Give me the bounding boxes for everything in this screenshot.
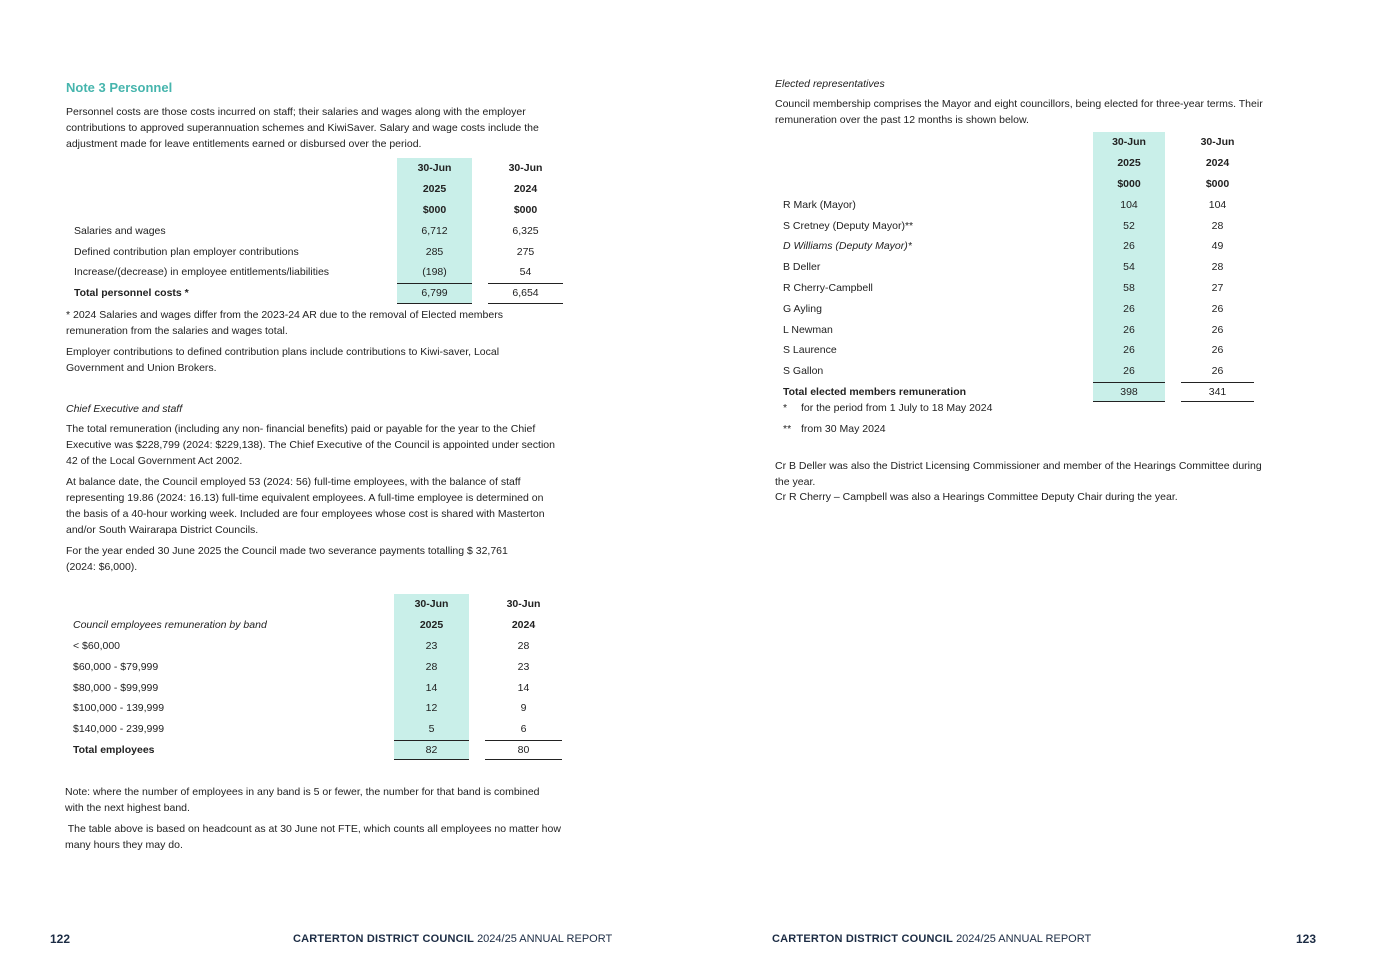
personnel-intro xyxy=(66,104,539,152)
value-2025: 52 xyxy=(1093,215,1165,236)
text-line: remuneration from the salaries and wages total. xyxy=(66,325,288,337)
text-line: and/or South Wairarapa District Councils. xyxy=(66,524,259,536)
text-line: Note: where the number of employees in any band is 5 or fewer, the number for that band is combined xyxy=(65,786,540,798)
value-2025: (198) xyxy=(397,262,472,283)
band-note xyxy=(65,784,540,816)
headcount-note xyxy=(65,821,561,853)
header-cell: 2025 xyxy=(397,179,472,200)
text-line xyxy=(783,400,992,416)
band-label: $60,000 - $79,999 xyxy=(73,660,159,673)
table-row xyxy=(65,636,562,657)
value-2025: 14 xyxy=(394,677,469,698)
table-row xyxy=(65,698,562,719)
member-name: S Cretney (Deputy Mayor)** xyxy=(783,219,914,232)
table-row xyxy=(66,262,563,283)
table-row xyxy=(775,340,1254,361)
footer-org: CARTERTON DISTRICT COUNCIL xyxy=(293,933,474,945)
table-total-row xyxy=(66,283,563,304)
value-2025: 12 xyxy=(394,698,469,719)
footer-report: 2024/25 ANNUAL REPORT xyxy=(956,933,1092,945)
text-line: adjustment made for leave entitlements earned or disbursed over the period. xyxy=(66,138,422,150)
row-label: Increase/(decrease) in employee entitlements/liabilities xyxy=(74,266,330,279)
member-name: L Newman xyxy=(783,323,833,336)
header-cell: 30-Jun xyxy=(1200,136,1235,149)
value-2024: 28 xyxy=(517,639,530,652)
text-line: the year. xyxy=(775,476,816,488)
table-row xyxy=(775,278,1254,299)
value-2024: 26 xyxy=(1211,344,1224,357)
total-label: Total elected members remuneration xyxy=(783,385,967,398)
table-row xyxy=(65,677,562,698)
header-cell: 30-Jun xyxy=(508,162,543,175)
severance-para xyxy=(66,543,508,575)
value-2024: 27 xyxy=(1211,281,1224,294)
header-cell: 2025 xyxy=(394,615,469,636)
ceo-remuneration-para xyxy=(66,421,555,469)
text-line: The table above is based on headcount as at 30 June not FTE, which counts all employees no matter how xyxy=(65,823,561,835)
text-line: the basis of a 40-hour working week. Included are four employees whose cost is shared with Masterton xyxy=(66,508,545,520)
header-cell: $000 xyxy=(513,203,538,216)
elected-members-table xyxy=(775,132,1254,402)
table-row xyxy=(775,257,1254,278)
table-header-row xyxy=(66,158,563,179)
row-label: Defined contribution plan employer contributions xyxy=(74,245,299,258)
table-header-row xyxy=(775,132,1254,153)
value-2024: 54 xyxy=(519,266,532,279)
footnote-deputy-williams xyxy=(783,400,992,416)
text-line: remuneration over the past 12 months is shown below. xyxy=(775,114,1029,126)
band-table-title: Council employees remuneration by band xyxy=(73,619,267,632)
total-2025: 6,799 xyxy=(397,283,472,304)
value-2025: 58 xyxy=(1093,278,1165,299)
table-row xyxy=(775,215,1254,236)
band-label: $80,000 - $99,999 xyxy=(73,681,159,694)
footnote-mark: * xyxy=(783,402,788,414)
member-name: B Deller xyxy=(783,261,821,274)
value-2024: 26 xyxy=(1211,323,1224,336)
page-number: 122 xyxy=(50,932,71,946)
value-2025: 26 xyxy=(1093,319,1165,340)
text-line: with the next highest band. xyxy=(65,802,190,814)
footer-org: CARTERTON DISTRICT COUNCIL xyxy=(772,933,953,945)
page-number: 123 xyxy=(1296,932,1317,946)
text-line: contributions to approved superannuation schemes and KiwiSaver. Salary and wage costs include the xyxy=(66,122,539,134)
value-2025: 104 xyxy=(1093,194,1165,215)
text-line xyxy=(783,421,886,437)
table-header-row xyxy=(66,200,563,221)
employer-contributions-note xyxy=(66,344,499,376)
total-2025: 82 xyxy=(394,740,469,761)
value-2025: 26 xyxy=(1093,236,1165,257)
text-line: For the year ended 30 June 2025 the Council made two severance payments totalling $ 32,761 xyxy=(66,545,508,557)
footnote-deputy-cretney xyxy=(783,421,886,437)
header-cell: 30-Jun xyxy=(1093,132,1165,153)
total-2024: 6,654 xyxy=(488,283,563,304)
text-line: Cr R Cherry – Campbell was also a Hearings Committee Deputy Chair during the year. xyxy=(775,491,1178,503)
table-total-row xyxy=(65,740,562,761)
text-line: The total remuneration (including any non- financial benefits) paid or payable for the year to the Chief xyxy=(66,423,536,435)
text-line: Executive was $228,799 (2024: $229,138). The Chief Executive of the Council is appointed under section xyxy=(66,439,555,451)
member-name: R Mark (Mayor) xyxy=(783,198,856,211)
total-2025: 398 xyxy=(1093,382,1165,403)
personnel-costs-table xyxy=(66,158,563,304)
total-label: Total employees xyxy=(73,743,155,756)
value-2024: 6 xyxy=(520,723,527,736)
table-row xyxy=(66,220,563,241)
value-2025: 54 xyxy=(1093,257,1165,278)
value-2024: 9 xyxy=(520,702,527,715)
table-row xyxy=(775,319,1254,340)
elected-representatives-heading: Elected representatives xyxy=(775,78,885,90)
value-2024: 14 xyxy=(517,681,530,694)
text-line: Cr B Deller was also the District Licensing Commissioner and member of the Hearings Committee during xyxy=(775,460,1262,472)
value-2025: 28 xyxy=(394,656,469,677)
value-2024: 28 xyxy=(1211,219,1224,232)
value-2024: 23 xyxy=(517,660,530,673)
table-row xyxy=(775,236,1254,257)
page-footer xyxy=(772,933,1091,945)
footnote-text: from 30 May 2024 xyxy=(801,423,886,435)
table-header-row xyxy=(775,174,1254,195)
band-label: $140,000 - 239,999 xyxy=(73,723,165,736)
page-122 xyxy=(0,0,686,955)
header-cell: 2024 xyxy=(1205,157,1230,170)
total-2024: 341 xyxy=(1181,382,1254,403)
elected-intro xyxy=(775,96,1263,128)
header-cell: $000 xyxy=(397,200,472,221)
table-row xyxy=(65,656,562,677)
text-line: 42 of the Local Government Act 2002. xyxy=(66,455,243,467)
deller-note xyxy=(775,458,1262,490)
value-2024: 26 xyxy=(1211,302,1224,315)
value-2025: 26 xyxy=(1093,361,1165,382)
total-label: Total personnel costs * xyxy=(74,287,189,300)
row-label: Salaries and wages xyxy=(74,224,166,237)
value-2025: 26 xyxy=(1093,340,1165,361)
header-label xyxy=(65,594,394,615)
page-123 xyxy=(686,0,1373,955)
text-line: Employer contributions to defined contribution plans include contributions to Kiwi-saver, Local xyxy=(66,346,500,358)
remuneration-band-table xyxy=(65,594,562,760)
text-line: At balance date, the Council employed 53 (2024: 56) full-time employees, with the balance of staff xyxy=(66,476,521,488)
header-cell: 30-Jun xyxy=(397,158,472,179)
header-cell: $000 xyxy=(1093,174,1165,195)
band-label: $100,000 - 139,999 xyxy=(73,702,165,715)
table-header-row xyxy=(775,153,1254,174)
table-row xyxy=(775,194,1254,215)
text-line: representing 19.86 (2024: 16.13) full-time equivalent employees. A full-time employee is determined on xyxy=(66,492,544,504)
member-name: R Cherry-Campbell xyxy=(783,281,873,294)
table-row xyxy=(775,298,1254,319)
footer-report: 2024/25 ANNUAL REPORT xyxy=(477,933,613,945)
text-line: Personnel costs are those costs incurred on staff; their salaries and wages along with the employer xyxy=(66,106,526,118)
text-line: * 2024 Salaries and wages differ from the 2023-24 AR due to the removal of Elected members xyxy=(66,309,503,321)
header-cell: 30-Jun xyxy=(394,594,469,615)
table-row xyxy=(775,361,1254,382)
staff-para xyxy=(66,474,545,538)
value-2024: 104 xyxy=(1208,198,1227,211)
table-header-row xyxy=(65,594,562,615)
value-2025: 26 xyxy=(1093,298,1165,319)
text-line: Government and Union Brokers. xyxy=(66,362,217,374)
table-header-row xyxy=(66,179,563,200)
footnote-text: for the period from 1 July to 18 May 2024 xyxy=(801,402,993,414)
value-2025: 285 xyxy=(397,241,472,262)
value-2024: 275 xyxy=(516,245,535,258)
cherry-campbell-note xyxy=(775,489,1178,505)
page-footer xyxy=(293,933,612,945)
value-2024: 6,325 xyxy=(512,224,539,237)
table-header-row xyxy=(65,615,562,636)
header-cell: $000 xyxy=(1205,177,1230,190)
header-cell: 2025 xyxy=(1093,153,1165,174)
value-2024: 26 xyxy=(1211,365,1224,378)
total-2024: 80 xyxy=(485,740,562,761)
text-line: Council membership comprises the Mayor and eight councillors, being elected for three-year terms. Their xyxy=(775,98,1263,110)
value-2025: 23 xyxy=(394,636,469,657)
member-name: D Williams (Deputy Mayor)* xyxy=(783,240,912,253)
member-name: G Ayling xyxy=(783,302,822,315)
text-line: many hours they may do. xyxy=(65,839,183,851)
salaries-footnote xyxy=(66,307,503,339)
value-2024: 49 xyxy=(1211,240,1224,253)
footnote-mark: ** xyxy=(783,423,792,435)
value-2025: 5 xyxy=(394,719,469,740)
text-line: (2024: $6,000). xyxy=(66,561,138,573)
member-name: S Laurence xyxy=(783,344,837,357)
member-name: S Gallon xyxy=(783,365,824,378)
band-label: < $60,000 xyxy=(73,639,121,652)
ceo-staff-heading: Chief Executive and staff xyxy=(66,403,183,415)
value-2024: 28 xyxy=(1211,261,1224,274)
header-cell: 30-Jun xyxy=(506,598,541,611)
table-row xyxy=(65,719,562,740)
table-row xyxy=(66,241,563,262)
header-cell: 2024 xyxy=(511,619,536,632)
value-2025: 6,712 xyxy=(397,220,472,241)
note-3-heading: Note 3 Personnel xyxy=(66,80,173,95)
header-cell: 2024 xyxy=(513,183,538,196)
